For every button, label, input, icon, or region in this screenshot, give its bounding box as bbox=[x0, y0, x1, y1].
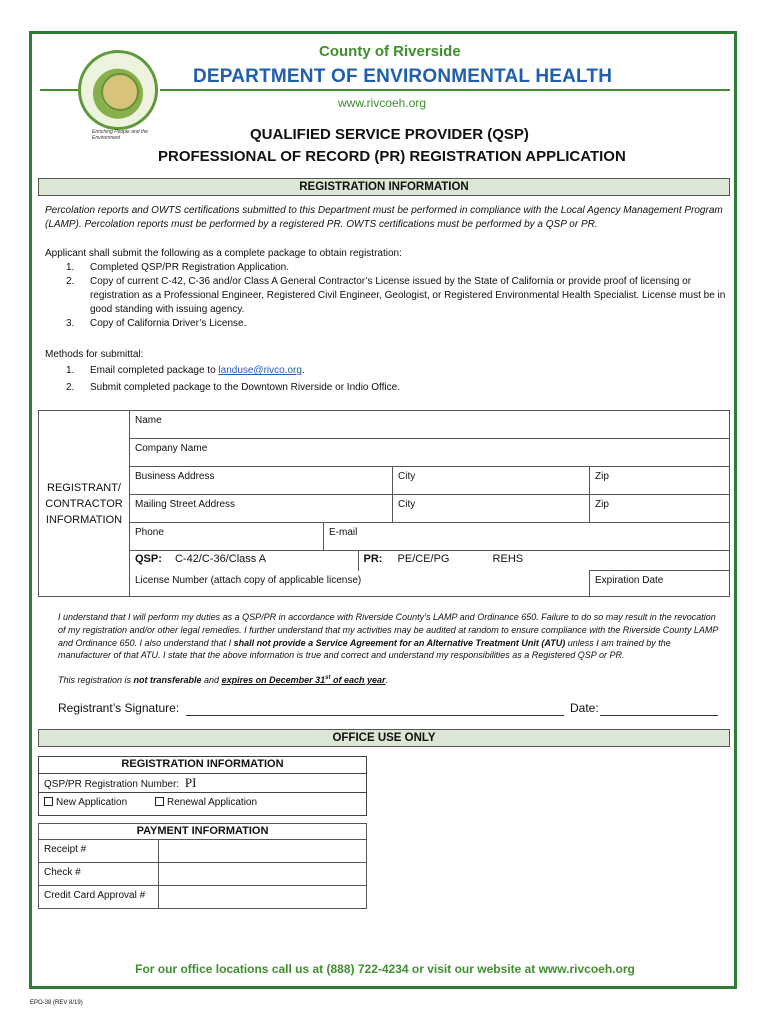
registrant-table bbox=[38, 410, 730, 597]
registration-number-value[interactable]: PI bbox=[184, 775, 197, 790]
pr-label: PR: bbox=[363, 553, 383, 565]
package-item: Copy of California Driver’s License. bbox=[90, 318, 247, 329]
signature-line[interactable] bbox=[186, 699, 564, 716]
department-name: DEPARTMENT OF ENVIRONMENTAL HEALTH bbox=[193, 66, 613, 87]
statement-atu-clause: shall not provide a Service Agreement for an Alternative Treatment Unit (ATU) bbox=[233, 637, 566, 648]
receipt-label: Receipt # bbox=[39, 840, 159, 863]
seal-emblem bbox=[101, 73, 139, 111]
header-rule-right bbox=[160, 89, 730, 91]
check-label: Check # bbox=[39, 863, 159, 886]
seal-tagline: Enriching People and the Environment bbox=[92, 129, 148, 141]
office-registration-heading: REGISTRATION INFORMATION bbox=[39, 757, 366, 774]
mailing-zip-field[interactable]: Zip bbox=[590, 495, 730, 523]
method-number: 1. bbox=[66, 365, 75, 376]
expiry-date: expires on December 31 bbox=[221, 675, 326, 685]
business-address-field[interactable]: Business Address bbox=[130, 467, 393, 495]
method-email-line bbox=[90, 364, 690, 378]
expiration-date-field[interactable]: Expiration Date bbox=[590, 571, 730, 597]
landuse-email-link[interactable]: landuse@rivco.org bbox=[218, 365, 302, 376]
footer-contact: For our office locations call us at (888) 722-4234 or visit our website at www.rivcoeh.org bbox=[135, 962, 635, 976]
method-number: 2. bbox=[66, 382, 75, 393]
name-field[interactable]: Name bbox=[130, 411, 730, 439]
license-number-field[interactable]: License Number (attach copy of applicable license) bbox=[130, 571, 590, 597]
header-rule-left bbox=[40, 89, 78, 91]
office-registration-box bbox=[38, 756, 367, 816]
date-label: Date: bbox=[570, 701, 599, 715]
mailing-city-field[interactable]: City bbox=[393, 495, 590, 523]
renewal-application-checkbox[interactable] bbox=[155, 797, 164, 806]
expiry-end: of each year bbox=[330, 675, 386, 685]
method-office: Submit completed package to the Downtown Riverside or Indio Office. bbox=[90, 382, 400, 393]
package-item-number: 2. bbox=[66, 276, 75, 287]
pr-options[interactable] bbox=[358, 551, 730, 571]
package-item: Completed QSP/PR Registration Application. bbox=[90, 262, 289, 273]
registration-info-heading: REGISTRATION INFORMATION bbox=[38, 178, 730, 196]
department-website: www.rivcoeh.org bbox=[338, 96, 427, 110]
pr-rehs-type: REHS bbox=[492, 553, 524, 565]
qsp-license-types: C-42/C-36/Class A bbox=[174, 553, 267, 565]
pr-license-types: PE/CE/PG bbox=[397, 553, 450, 565]
not-transferable: not transferable bbox=[133, 675, 202, 685]
payment-table bbox=[38, 823, 367, 909]
registration-number-row bbox=[39, 773, 366, 793]
package-item-number: 1. bbox=[66, 262, 75, 273]
new-application-option[interactable] bbox=[44, 797, 127, 808]
transfer-period: . bbox=[385, 675, 389, 685]
mailing-address-field[interactable]: Mailing Street Address bbox=[130, 495, 393, 523]
form-id: EPO-38 (REV 8/19) bbox=[30, 1000, 83, 1006]
form-title-line1: QUALIFIED SERVICE PROVIDER (QSP) bbox=[250, 126, 529, 143]
expiry-notice bbox=[222, 675, 386, 685]
phone-field[interactable]: Phone bbox=[130, 523, 324, 551]
transfer-mid: and bbox=[201, 675, 222, 685]
company-name-field[interactable]: Company Name bbox=[130, 439, 730, 467]
county-name: County of Riverside bbox=[319, 43, 461, 60]
qsp-options[interactable] bbox=[130, 551, 359, 571]
transfer-prefix: This registration is bbox=[58, 675, 134, 685]
method-email-suffix: . bbox=[301, 365, 305, 376]
business-zip-field[interactable]: Zip bbox=[590, 467, 730, 495]
package-lead: Applicant shall submit the following as a complete package to obtain registration: bbox=[45, 248, 402, 259]
registrant-side-label: REGISTRANT/ CONTRACTOR INFORMATION bbox=[39, 411, 130, 597]
renewal-application-option[interactable] bbox=[155, 797, 257, 808]
registrant-statement bbox=[58, 611, 718, 662]
qsp-label: QSP: bbox=[135, 553, 162, 565]
renewal-application-label: Renewal Application bbox=[167, 797, 258, 808]
payment-heading: PAYMENT INFORMATION bbox=[39, 824, 367, 840]
statement-text-1: I understand that I will perform my duties as a QSP/PR in accordance with Riverside County’s LAMP and Ordinance 650. Failure to do so may result in the revocation of my registration and/or other legal remedies. I further understand that my activities may be audited at random to ensure compliance with the Riverside County LAMP and Ordinance 650. I also understand that I bbox=[58, 612, 718, 648]
method-email-prefix: Email completed package to bbox=[90, 365, 219, 376]
office-use-heading: OFFICE USE ONLY bbox=[38, 729, 730, 747]
intro-paragraph: Percolation reports and OWTS certifications submitted to this Department must be performed in compliance with the Local Agency Management Program (LAMP). Percolation reports must be performed by a registered PR. OWTS certifications must be performed by a QSP or PR. bbox=[45, 205, 723, 230]
form-title-line2: PROFESSIONAL OF RECORD (PR) REGISTRATION APPLICATION bbox=[158, 148, 626, 165]
date-line[interactable] bbox=[600, 699, 718, 716]
credit-card-field[interactable] bbox=[159, 886, 367, 909]
methods-lead: Methods for submittal: bbox=[45, 349, 144, 360]
county-seal-logo bbox=[78, 50, 158, 130]
check-field[interactable] bbox=[159, 863, 367, 886]
email-field[interactable]: E-mail bbox=[324, 523, 730, 551]
registration-number-label: QSP/PR Registration Number: bbox=[44, 779, 180, 790]
receipt-field[interactable] bbox=[159, 840, 367, 863]
credit-card-label: Credit Card Approval # bbox=[39, 886, 159, 909]
statement-text-2: unless I am trained by the manufacturer of that ATU. I state that the above information is true and correct and understand my responsibilities as a Registered QSP or PR. bbox=[58, 637, 671, 661]
package-item: Copy of current C-42, C-36 and/or Class A General Contractor’s License issued by the State of California or provide proof of licensing or registration as a Professional Engineer, Registered Civil Engineer, Geologist, or Registered Environmental Health Specialist. License must be in good standing with issuing agency. bbox=[90, 276, 726, 315]
expiry-sup: st bbox=[325, 675, 331, 681]
new-application-checkbox[interactable] bbox=[44, 797, 53, 806]
new-application-label: New Application bbox=[56, 797, 128, 808]
signature-label: Registrant’s Signature: bbox=[58, 701, 180, 715]
package-item-number: 3. bbox=[66, 318, 75, 329]
transfer-notice bbox=[58, 675, 388, 685]
business-city-field[interactable]: City bbox=[393, 467, 590, 495]
